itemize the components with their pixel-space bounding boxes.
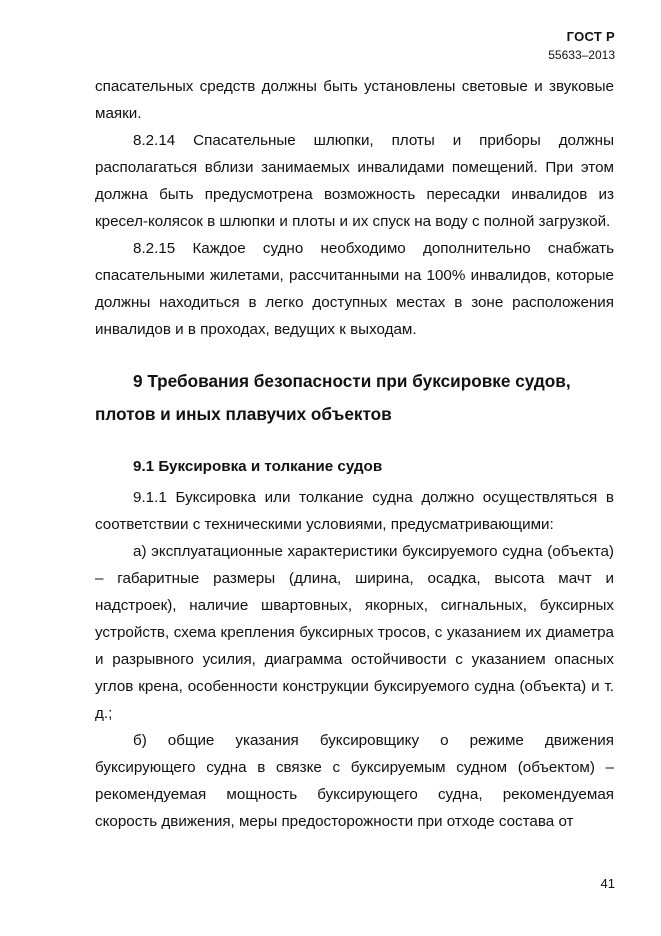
paragraph-continuation: спасательных средств должны быть установлены световые и звуковые маяки. [95, 78, 614, 122]
standard-designation: ГОСТ Р [566, 29, 615, 44]
list-item-a: а) эксплуатационные характеристики буксируемого судна (объекта) – габаритные размеры (длина, ширина, осадка, высота мачт и надстроек), наличие швартовных, якорных, сигнальных, буксирных устройств, схема крепления буксирных тросов, с указанием их диаметра и разрывного усилия, диаграмма остойчивости с указанием опасных углов крена, особенности конструкции буксируемого судна (объекта) и т. д.; [95, 543, 614, 722]
paragraph-9-1-1: 9.1.1 Буксировка или толкание судна должно осуществляться в соответствии с техническими условиями, предусматривающими: [95, 489, 614, 533]
document-header [548, 28, 615, 64]
paragraph-8-2-14: 8.2.14 Спасательные шлюпки, плоты и приборы должны располагаться вблизи занимаемых инвалидами помещений. При этом должна быть предусмотрена возможность пересадки инвалидов из кресел-колясок в шлюпки и плоты и их спуск на воду с полной загрузкой. [95, 132, 614, 230]
page-number: 41 [600, 876, 615, 891]
list-item-b: б) общие указания буксировщику о режиме движения буксирующего судна в связке с буксируемым судном (объектом) – рекомендуемая мощность буксирующего судна, рекомендуемая скорость движения, меры предосторожности при отходе состава от [95, 732, 614, 830]
standard-number: 55633–2013 [548, 48, 615, 62]
document-body [95, 73, 614, 835]
paragraph-8-2-15: 8.2.15 Каждое судно необходимо дополнительно снабжать спасательными жилетами, рассчитанными на 100% инвалидов, которые должны находиться в легко доступных местах в зоне расположения инвалидов и в проходах, ведущих к выходам. [95, 240, 614, 338]
section-title: 9 Требования безопасности при буксировке судов, плотов и иных плавучих объектов [95, 371, 571, 424]
subsection-title: 9.1 Буксировка и толкание судов [133, 458, 383, 475]
